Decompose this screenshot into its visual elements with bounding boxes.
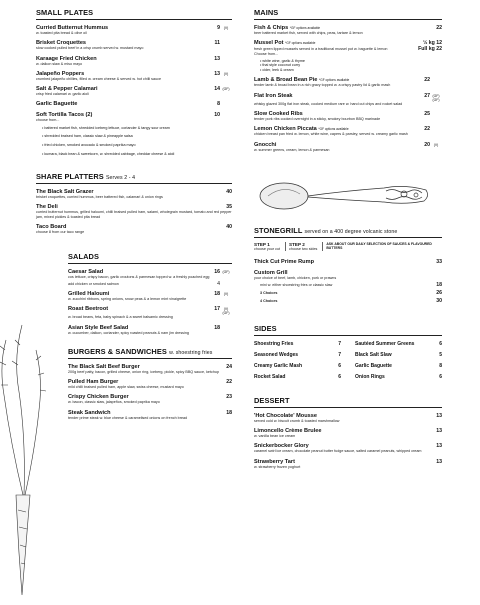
item-price: 20 [424, 141, 430, 148]
item-price: 13 [214, 55, 220, 62]
item-tag: (GF) [222, 270, 230, 275]
small-plates-heading: SMALL PLATES [36, 8, 232, 20]
item-name: Fish & Chips [254, 25, 289, 31]
menu-item [254, 428, 442, 438]
item-name: Limoncello Crème Brulee [254, 428, 322, 435]
item-name: The Black Salt Beef Burger [68, 363, 140, 370]
side-price: 7 [338, 351, 341, 358]
menu-item [36, 112, 232, 122]
item-price: Full kg 22 [418, 46, 442, 53]
item-desc: w. toasted pita bread & olive oil [36, 31, 87, 35]
item-desc: caramel swirl ice cream, chocolate peanut butter fudge sauce, salted caramel peanuts, whipped cream [254, 449, 422, 454]
item-name: Crispy Chicken Burger [68, 394, 129, 401]
item-price: 8 [217, 101, 220, 108]
item-tag: (V) (GF) [222, 307, 230, 316]
menu-item [36, 86, 232, 96]
item-price: 11 [214, 40, 220, 47]
item-desc: beer battered market fish, served with chips, peas, tartare & lemon [254, 31, 363, 35]
menu-item [36, 71, 232, 81]
sides-left [254, 336, 341, 380]
small-plates-list [36, 25, 232, 123]
platters-list [36, 189, 232, 234]
share-platters-heading [36, 172, 232, 184]
menu-item [68, 394, 232, 404]
side-name: Rocket Salad [254, 373, 286, 380]
stonegrill-steps [254, 242, 442, 251]
item-price: 13 [436, 428, 442, 435]
item-price: 18 [226, 409, 232, 416]
taco-option: • battered market fish, shredded iceberg lettuce, coriander & tangy sour cream [42, 126, 232, 131]
step-desc: choose two sides [289, 246, 318, 251]
step-1 [254, 242, 286, 251]
item-desc: w. bacon, classic slaw, jalapeños, smoked paprika mayo [68, 400, 160, 405]
sides-grid [254, 336, 442, 380]
item-desc: w. summer greens, cream, lemon & parmesan [254, 147, 330, 152]
side-name: Sautéed Summer Greens [355, 340, 415, 347]
item-desc: 200g beef patty, bacon, grilled cheese, onion ring, iceberg, pickle, spicy BBQ sauce, ketchup [68, 369, 220, 374]
item-desc: tender pork ribs cooked overnight in a sticky, smokey bourbon BBQ marinade [254, 116, 381, 121]
menu-item [68, 364, 232, 374]
item-desc: w. vanilla bean ice cream [254, 434, 296, 439]
item-note: *GF options available [318, 78, 350, 83]
item-desc: whisky glazed 300g flat iron steak, cooked medium rare w. hand cut chips and rocket salad [254, 101, 403, 106]
item-name: Garlic Baguette [36, 101, 78, 108]
item-desc: tender lamb & broad bean in a rich gravy topped w. a crispy pastry lid & garlic mash [254, 83, 391, 88]
item-price: 18 [214, 290, 220, 297]
menu-item [36, 25, 232, 35]
menu-item [254, 93, 442, 106]
side-price: 6 [439, 340, 442, 347]
taco-option: • kumara, black bean & sweetcorn, w. shredded cabbage, cheddar cheese & aioli [42, 152, 232, 157]
item-tag: (V) [223, 291, 229, 296]
item-price: 33 [436, 259, 442, 266]
item-name: Roast Beetroot [68, 306, 109, 313]
item-desc: choose from... [36, 118, 60, 123]
item-desc: cos lettuce, crispy bacon, garlic croutons & parmesan topped w. a freshly poached egg [68, 275, 210, 280]
menu-item [68, 269, 232, 286]
item-price: 18 [436, 282, 442, 289]
side-item [254, 363, 341, 369]
burgers-title: BURGERS & SANDWICHES [68, 346, 167, 356]
item-desc: crisp fried calamari w. garlic aioli [36, 92, 89, 97]
mussel-option: • white wine, garlic & thyme [260, 59, 442, 64]
salads-heading: SALADS [68, 252, 232, 264]
sides-heading: SIDES [254, 324, 442, 336]
item-price: 22 [424, 77, 430, 84]
item-name: Mussel Pot [254, 40, 284, 47]
item-price: 24 [226, 363, 232, 370]
item-name: Jalapeño Poppers [36, 70, 85, 77]
choice-price: 26 [436, 289, 442, 296]
mussel-option: • thai style coconut curry [260, 63, 442, 68]
side-price: 6 [439, 373, 442, 380]
item-name: Salt & Pepper Calamari [36, 86, 98, 93]
menu-item [254, 111, 442, 121]
choice-label: 3 Choices [260, 290, 278, 295]
item-extra-label: add chicken or smoked salmon [68, 281, 119, 286]
item-price: 23 [226, 394, 232, 401]
menu-item [36, 189, 232, 199]
item-desc: mild chilli braised pulled ham, apple slaw, swiss cheese, mustard mayo [68, 385, 184, 390]
item-tag: (V) [223, 71, 229, 76]
item-name: Grilled Haloumi [68, 290, 110, 297]
side-item [254, 352, 341, 358]
item-price: 10 [214, 112, 220, 119]
item-name: The Black Salt Grazer [36, 189, 94, 196]
item-note: *GF options available [289, 26, 321, 30]
item-desc: served cold w. biscuit crumb & toasted marshmallow [254, 418, 340, 423]
menu-item [36, 204, 232, 219]
share-platters-subtitle: Serves 2 - 4 [105, 175, 136, 182]
menu-item [36, 101, 232, 107]
side-price: 6 [338, 362, 341, 369]
item-tag: (GF) (GF) [432, 93, 440, 102]
item-bullet: mini w. either shoestring fries or classic slaw [260, 283, 333, 288]
taco-option: • fried chicken, smoked avocado & smoked paprika mayo [42, 143, 232, 148]
stonegrill-heading [254, 226, 442, 238]
item-price: 16 [214, 269, 220, 276]
menu-item [254, 142, 442, 152]
item-name: Slow Cooked Ribs [254, 110, 303, 117]
item-name: Snickerbocker Glory [254, 443, 309, 450]
item-price: 40 [226, 189, 232, 196]
item-desc: fresh green lipped mussels served in a traditional mussel pot w. baguette & lemon [254, 47, 388, 52]
item-price: 13 [436, 443, 442, 450]
item-price: 25 [424, 110, 430, 117]
item-name: Pulled Ham Burger [68, 379, 119, 386]
item-desc: curried butternut hummus, grilled haloumi, chilli braised pulled ham, salami, wholegrain mustard, tomato and red pepper jam, mixed pickles & toasted pita bread [36, 210, 232, 219]
item-name: 'Hot Chocolate' Mousse [254, 412, 317, 419]
menu-item [254, 459, 442, 469]
item-name: Strawberry Tart [254, 458, 295, 465]
menu-item [254, 270, 442, 304]
item-desc: w. strawberry frozen yoghurt [254, 464, 301, 469]
item-desc: chicken breast pan fried w. lemon, white wine, capers & parsley, served w. creamy garlic mash [254, 132, 408, 137]
side-name: Black Salt Slaw [355, 351, 392, 358]
item-note: *GF options available [285, 41, 316, 46]
item-name: Karaage Fried Chicken [36, 55, 97, 62]
menu-item [254, 413, 442, 423]
taco-options [42, 126, 232, 156]
side-item [355, 374, 442, 380]
mussel-option: • cider, leek & cream [260, 68, 442, 73]
item-price: 22 [424, 126, 430, 133]
item-name: Taco Board [36, 224, 67, 231]
step-desc: choose your cut [254, 246, 281, 251]
burgers-list [68, 364, 232, 420]
taco-option: • shredded braised ham, classic slaw & pineapple salsa [42, 134, 232, 139]
menu-item [36, 40, 232, 50]
item-extra-price: 4 [217, 280, 220, 287]
stonegrill-title: STONEGRILL [254, 225, 303, 235]
side-price: 5 [439, 351, 442, 358]
item-price: 27 [424, 92, 430, 99]
menu-item [68, 291, 232, 301]
item-name: The Deli [36, 204, 58, 211]
side-price: 8 [439, 362, 442, 369]
side-name: Garlic Baguette [355, 362, 392, 369]
step-label: STEP 1 [254, 241, 270, 247]
side-name: Onion Rings [355, 373, 385, 380]
item-name: Soft Tortilla Tacos (2) [36, 112, 93, 119]
item-name: Asian Style Beef Salad [68, 324, 129, 331]
item-price: 22 [436, 25, 442, 31]
burgers-subtitle: w. shoestring fries [169, 349, 213, 356]
item-tag: (GF) [222, 87, 230, 92]
menu-item [68, 379, 232, 389]
item-desc: choose 8 from our taco range [36, 230, 85, 235]
item-desc: crumbed jalapeño chillies, filled w. cream cheese & served w. hot chilli sauce [36, 76, 162, 81]
item-price: 13 [214, 70, 220, 77]
carrot-illustration [0, 305, 46, 605]
menu-item [254, 443, 442, 453]
dessert-list [254, 413, 442, 469]
menu-item [36, 224, 232, 234]
item-price: 35 [226, 204, 232, 211]
step-2 [289, 242, 323, 251]
item-price: 9 [217, 25, 220, 31]
menu-item [254, 259, 442, 265]
stonegrill-subtitle: served on a 400 degree volcanic stone [304, 228, 398, 235]
item-note: *GF options available [318, 127, 349, 132]
side-item [254, 341, 341, 347]
item-name: Brisket Croquettes [36, 40, 87, 47]
menu-item [254, 126, 442, 136]
sides-right [355, 336, 442, 380]
item-price: 13 [436, 458, 442, 465]
side-price: 6 [338, 373, 341, 380]
item-choose: Choose from... [254, 52, 279, 57]
mains-list [254, 77, 442, 151]
item-name: Lemon Chicken Piccata [254, 126, 317, 133]
burgers-heading [68, 347, 232, 359]
item-desc: w. cucumber, daikon, coriander, spicy roasted peanuts & nam jim dressing [68, 330, 189, 335]
item-price: 17 [214, 306, 220, 313]
item-name: Curried Butternut Hummus [36, 25, 109, 31]
choice-price: 30 [436, 297, 442, 304]
choice-label: 4 Choices [260, 298, 278, 303]
item-desc: w. broad beans, feta, baby spinach & a sweet balsamic dressing [68, 315, 173, 320]
right-column [254, 0, 442, 469]
item-name: Gnocchi [254, 141, 277, 148]
dessert-heading: DESSERT [254, 396, 442, 408]
item-desc: tender prime steak w. blue cheese & caramelised onions on french bread [68, 415, 188, 420]
item-desc: brisket croquettes, curried hummus, beer battered fish, calamari & onion rings [36, 195, 163, 200]
side-item [254, 374, 341, 380]
item-name: Thick Cut Prime Rump [254, 259, 314, 266]
mains-heading: MAINS [254, 8, 442, 20]
left-column [36, 0, 232, 420]
side-item [355, 363, 442, 369]
side-name: Creamy Garlic Mash [254, 362, 303, 369]
item-desc: w. zucchini ribbons, spring onions, snow peas & a lemon mint vinaigrette [68, 296, 187, 301]
menu-item [68, 306, 232, 319]
side-name: Seasoned Wedges [254, 351, 299, 358]
item-tag: (V) [223, 26, 229, 30]
side-item [355, 341, 442, 347]
item-price: 40 [226, 224, 232, 231]
side-item [355, 352, 442, 358]
salads-list [68, 291, 232, 335]
item-name: Caesar Salad [68, 269, 104, 276]
side-price: 7 [338, 340, 341, 347]
item-price: ½ kg 12 [422, 40, 442, 47]
item-price: 13 [436, 412, 442, 419]
item-name: Lamb & Broad Bean Pie [254, 77, 318, 84]
item-tag: (V) [433, 142, 439, 147]
menu-item [68, 325, 232, 335]
menu-item [68, 410, 232, 420]
item-desc: slow cooked pulled beef in a crisp crumb served w. mustard mayo [36, 46, 144, 51]
item-price: 14 [214, 86, 220, 93]
step-note: ASK ABOUT OUR DAILY SELECTION OF SAUCES & FLAVOURED BUTTERS [326, 241, 432, 250]
item-price: 22 [226, 379, 232, 386]
item-name: Flat Iron Steak [254, 92, 293, 99]
menu-item [254, 40, 442, 72]
step-label: STEP 2 [289, 241, 305, 247]
menu-item [254, 25, 442, 35]
item-desc: w. daikon slaw & miso mayo [36, 61, 83, 66]
menu-item [254, 77, 442, 87]
menu-item [36, 56, 232, 66]
share-platters-title: SHARE PLATTERS [36, 172, 104, 182]
side-name: Shoestring Fries [254, 340, 294, 347]
item-desc: your choice of beef, lamb, chicken, pork or prawns [254, 276, 337, 281]
spoon-illustration [254, 174, 434, 218]
item-name: Steak Sandwich [68, 409, 111, 416]
item-name: Custom Grill [254, 270, 288, 277]
item-price: 18 [214, 324, 220, 331]
